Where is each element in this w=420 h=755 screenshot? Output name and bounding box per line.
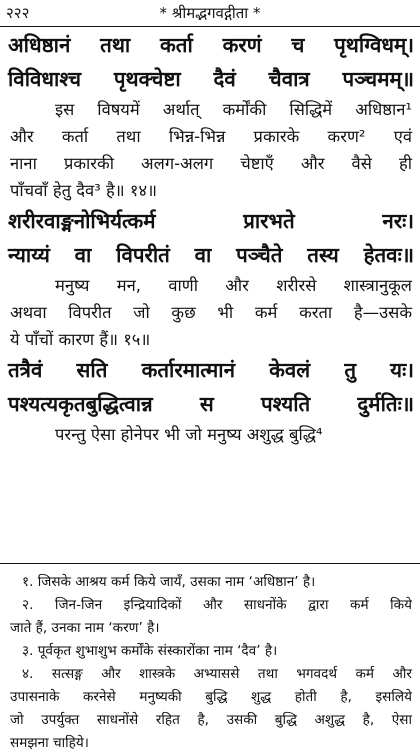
- verse-15-line-2: न्याय्यं वा विपरीतं वा पञ्चैते तस्य हेतवः॥: [8, 243, 414, 267]
- page-header: [0, 0, 420, 27]
- translation-14-line-2: और कर्ता तथा भिन्न-भिन्न प्रकारके करण² एवं: [10, 127, 412, 146]
- translation-15-line-2: अथवा विपरीत जो कुछ भी कर्म करता है—उसके: [10, 303, 412, 322]
- page-number: २२२: [6, 4, 30, 22]
- verse-16-line-1: तत्रैवं सति कर्तारमात्मानं केवलं तु यः।: [8, 358, 414, 382]
- translation-14-line-4: पाँचवाँ हेतु दैव³ है॥ १४॥: [10, 181, 157, 200]
- footnote-4-line-3: जो उपर्युक्त साधनोंसे रहित है, उसकी बुद्धि अशुद्ध है, ऐसा: [10, 712, 412, 728]
- verse-16-line-2: पश्यत्यकृतबुद्धित्वान्न स पश्यति दुर्मतिः॥: [8, 392, 414, 416]
- footnote-3: ३. पूर्वकृत शुभाशुभ कर्मोंके संस्कारोंका नाम ‘दैव’ है।: [22, 643, 278, 659]
- verse-15-line-1: शरीरवाङ्मनोभिर्यत्कर्म प्रारभते नरः।: [8, 209, 414, 233]
- footnote-4-line-1: ४. सत्सङ्ग और शास्त्रके अभ्याससे तथा भगवदर्थ कर्म और: [22, 666, 412, 682]
- footnote-divider: [0, 563, 420, 564]
- main-text: [0, 28, 420, 448]
- translation-15-line-1: मनुष्य मन, वाणी और शरीरसे शास्त्रानुकूल: [55, 276, 412, 295]
- translation-14-line-1: इस विषयमें अर्थात् कर्मोंकी सिद्धिमें अधिष्ठान¹: [55, 100, 412, 119]
- footnotes: [0, 571, 420, 755]
- verse-14-line-2: विविधाश्च पृथक्चेष्टा दैवं चैवात्र पञ्चमम्॥: [8, 67, 414, 91]
- footnote-2-line-1: २. जिन-जिन इन्द्रियादिकों और साधनोंके द्वारा कर्म किये: [22, 597, 412, 613]
- running-title: * श्रीमद्भगवद्गीता *: [159, 4, 261, 22]
- translation-14-line-3: नाना प्रकारकी अलग-अलग चेष्टाएँ और वैसे ही: [10, 154, 412, 173]
- translation-15-line-3: ये पाँचों कारण हैं॥ १५॥: [10, 330, 151, 349]
- footnote-4-line-2: उपासनाके करनेसे मनुष्यकी बुद्धि शुद्ध होती है, इसलिये: [10, 689, 412, 705]
- translation-16-line-1: परन्तु ऐसा होनेपर भी जो मनुष्य अशुद्ध बुद्धि⁴: [55, 425, 323, 444]
- footnote-1: १. जिसके आश्रय कर्म किये जायँ, उसका नाम ‘अधिष्ठान’ है।: [22, 574, 316, 590]
- verse-14-line-1: अधिष्ठानं तथा कर्ता करणं च पृथग्विधम्।: [8, 33, 414, 57]
- footnote-2-line-2: जाते हैं, उनका नाम ‘करण’ है।: [10, 620, 160, 636]
- footnote-4-line-4: समझना चाहिये।: [10, 735, 89, 751]
